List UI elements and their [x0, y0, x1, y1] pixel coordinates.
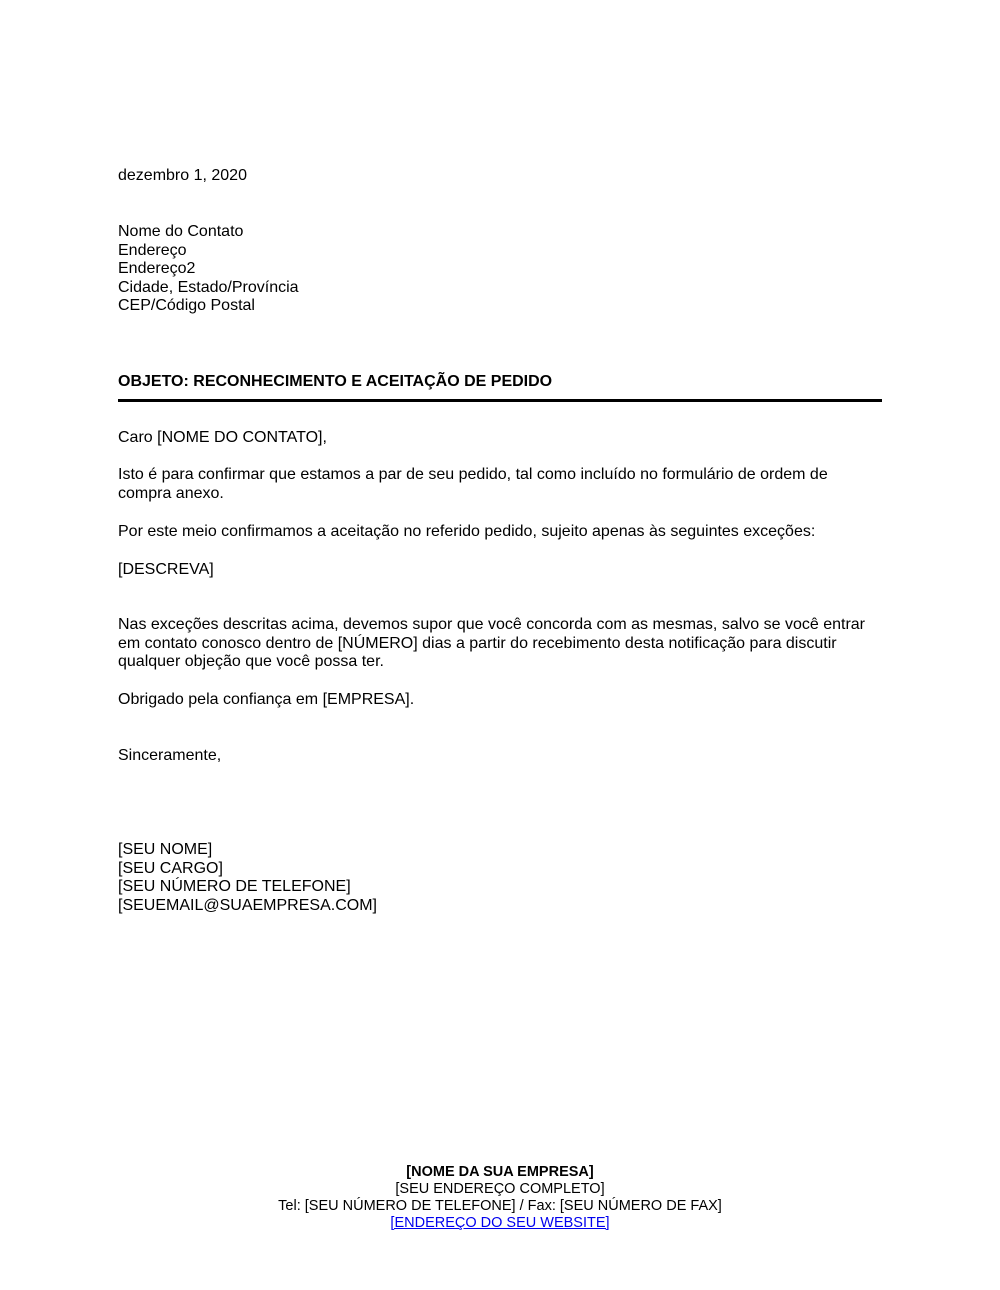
letter-date: dezembro 1, 2020 — [118, 167, 247, 184]
paragraph-acceptance: Por este meio confirmamos a aceitação no referido pedido, sujeito apenas às seguintes exceções: — [118, 523, 816, 540]
paragraph-confirmation: Isto é para confirmar que estamos a par de seu pedido, tal como incluído no formulário de ordem de compra anexo. — [118, 466, 828, 502]
exceptions-placeholder: [DESCREVA] — [118, 561, 214, 578]
letterhead-footer — [0, 1164, 1000, 1232]
paragraph-exceptions-terms: Nas exceções descritas acima, devemos supor que você concorda com as mesmas, salvo se você entrar em contato conosco dentro de [NÚMERO] dias a partir do recebimento desta notificação para discutir qualquer objeção que você possa ter. — [118, 616, 865, 671]
signature-block — [118, 841, 377, 915]
signature-phone: [SEU NÚMERO DE TELEFONE] — [118, 878, 351, 896]
recipient-block — [118, 223, 299, 316]
closing: Sinceramente, — [118, 747, 222, 764]
salutation: Caro [NOME DO CONTATO], — [118, 429, 327, 446]
recipient-postal-code: CEP/Código Postal — [118, 297, 255, 315]
recipient-address: Endereço — [118, 241, 187, 259]
signature-title: [SEU CARGO] — [118, 859, 223, 877]
recipient-address2: Endereço2 — [118, 260, 196, 278]
footer-company-name: [NOME DA SUA EMPRESA] — [406, 1164, 594, 1180]
subject-line: OBJETO: RECONHECIMENTO E ACEITAÇÃO DE PEDIDO — [118, 373, 553, 390]
signature-email: [SEUEMAIL@SUAEMPRESA.COM] — [118, 896, 377, 914]
footer-website-link[interactable]: [ENDEREÇO DO SEU WEBSITE] — [390, 1215, 610, 1231]
footer-address: [SEU ENDEREÇO COMPLETO] — [395, 1181, 605, 1197]
footer-contact: Tel: [SEU NÚMERO DE TELEFONE] / Fax: [SEU NÚMERO DE FAX] — [278, 1198, 722, 1214]
paragraph-thanks: Obrigado pela confiança em [EMPRESA]. — [118, 691, 415, 708]
signature-name: [SEU NOME] — [118, 841, 213, 858]
recipient-city-state: Cidade, Estado/Província — [118, 278, 299, 296]
subject-divider — [118, 399, 882, 402]
recipient-name: Nome do Contato — [118, 223, 244, 240]
